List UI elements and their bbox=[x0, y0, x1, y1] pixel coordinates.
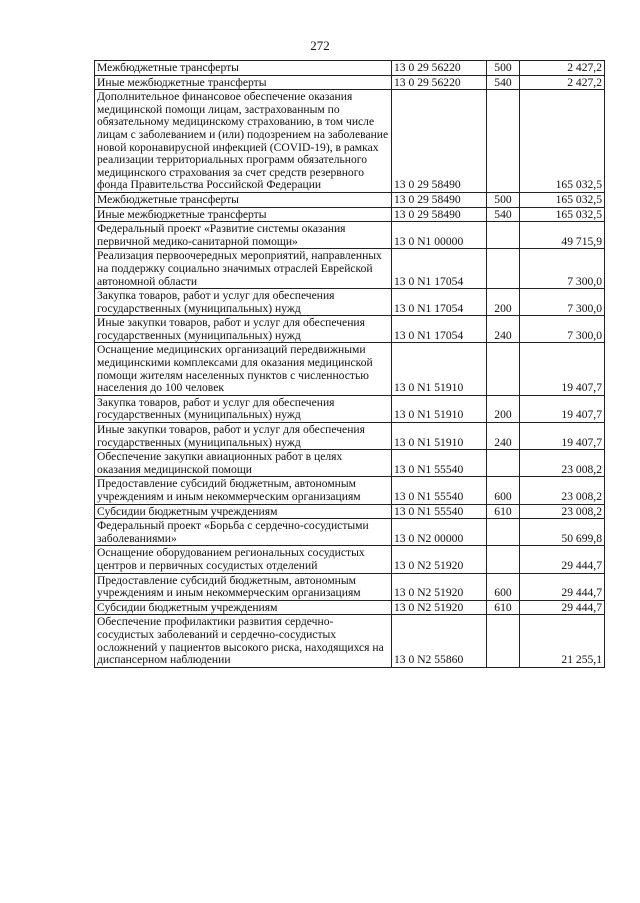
row-kind-cell: 240 bbox=[487, 423, 520, 450]
row-code-cell: 13 0 N1 17054 bbox=[392, 249, 487, 289]
row-kind-cell bbox=[487, 450, 520, 477]
row-amount-cell: 21 255,1 bbox=[520, 615, 605, 667]
row-kind-cell bbox=[487, 546, 520, 573]
row-name-cell: Межбюджетные трансферты bbox=[95, 61, 392, 76]
row-amount-cell: 7 300,0 bbox=[520, 249, 605, 289]
row-code-cell: 13 0 N1 51910 bbox=[392, 343, 487, 395]
row-amount-cell: 23 008,2 bbox=[520, 450, 605, 477]
row-code-cell: 13 0 29 58490 bbox=[392, 207, 487, 222]
row-kind-cell: 540 bbox=[487, 75, 520, 90]
row-code-cell: 13 0 N1 55540 bbox=[392, 504, 487, 519]
row-name-cell: Субсидии бюджетным учреждениям bbox=[95, 504, 392, 519]
row-name-cell: Иные закупки товаров, работ и услуг для обеспечения государственных (муниципальных) нужд bbox=[95, 316, 392, 343]
row-name-cell: Оснащение оборудованием региональных сосудистых центров и первичных сосудистых отделений bbox=[95, 546, 392, 573]
table-row bbox=[95, 222, 605, 249]
row-kind-cell bbox=[487, 519, 520, 546]
row-amount-cell: 29 444,7 bbox=[520, 573, 605, 600]
row-kind-cell: 500 bbox=[487, 192, 520, 207]
row-code-cell: 13 0 N1 51910 bbox=[392, 395, 487, 422]
row-amount-cell: 23 008,2 bbox=[520, 477, 605, 504]
row-code-cell: 13 0 N2 51920 bbox=[392, 546, 487, 573]
table-row bbox=[95, 450, 605, 477]
row-kind-cell bbox=[487, 615, 520, 667]
row-amount-cell: 19 407,7 bbox=[520, 395, 605, 422]
row-name-cell: Предоставление субсидий бюджетным, автономным учреждениям и иным некоммерческим организациям bbox=[95, 573, 392, 600]
row-kind-cell: 600 bbox=[487, 477, 520, 504]
row-name-cell: Федеральный проект «Развитие системы оказания первичной медико-санитарной помощи» bbox=[95, 222, 392, 249]
row-code-cell: 13 0 N1 17054 bbox=[392, 289, 487, 316]
page-number: 272 bbox=[310, 38, 330, 53]
table-row bbox=[95, 573, 605, 600]
row-code-cell: 13 0 N2 51920 bbox=[392, 573, 487, 600]
row-code-cell: 13 0 N2 55860 bbox=[392, 615, 487, 667]
row-kind-cell: 240 bbox=[487, 316, 520, 343]
table-row bbox=[95, 61, 605, 76]
row-amount-cell: 29 444,7 bbox=[520, 546, 605, 573]
row-name-cell: Обеспечение профилактики развития сердечно-сосудистых заболеваний и сердечно-сосудистых осложнений у пациентов высокого риска, находящихся на диспансерном наблюдении bbox=[95, 615, 392, 667]
budget-table bbox=[94, 60, 605, 668]
table-row bbox=[95, 615, 605, 667]
row-kind-cell: 540 bbox=[487, 207, 520, 222]
row-amount-cell: 19 407,7 bbox=[520, 343, 605, 395]
row-code-cell: 13 0 29 56220 bbox=[392, 61, 487, 76]
row-amount-cell: 49 715,9 bbox=[520, 222, 605, 249]
row-amount-cell: 165 032,5 bbox=[520, 207, 605, 222]
row-amount-cell: 23 008,2 bbox=[520, 504, 605, 519]
row-kind-cell bbox=[487, 222, 520, 249]
row-code-cell: 13 0 N1 55540 bbox=[392, 450, 487, 477]
table-row bbox=[95, 600, 605, 615]
row-kind-cell: 600 bbox=[487, 573, 520, 600]
row-code-cell: 13 0 N2 51920 bbox=[392, 600, 487, 615]
row-name-cell: Межбюджетные трансферты bbox=[95, 192, 392, 207]
row-name-cell: Иные закупки товаров, работ и услуг для обеспечения государственных (муниципальных) нужд bbox=[95, 423, 392, 450]
table-row bbox=[95, 249, 605, 289]
row-name-cell: Федеральный проект «Борьба с сердечно-сосудистыми заболеваниями» bbox=[95, 519, 392, 546]
row-amount-cell: 2 427,2 bbox=[520, 61, 605, 76]
row-amount-cell: 7 300,0 bbox=[520, 316, 605, 343]
row-name-cell: Закупка товаров, работ и услуг для обеспечения государственных (муниципальных) нужд bbox=[95, 395, 392, 422]
table-row bbox=[95, 90, 605, 193]
table-row bbox=[95, 546, 605, 573]
row-code-cell: 13 0 29 58490 bbox=[392, 192, 487, 207]
row-code-cell: 13 0 N1 51910 bbox=[392, 423, 487, 450]
row-amount-cell: 29 444,7 bbox=[520, 600, 605, 615]
row-name-cell: Закупка товаров, работ и услуг для обеспечения государственных (муниципальных) нужд bbox=[95, 289, 392, 316]
row-kind-cell: 610 bbox=[487, 600, 520, 615]
row-kind-cell bbox=[487, 343, 520, 395]
row-amount-cell: 165 032,5 bbox=[520, 90, 605, 193]
table-row bbox=[95, 207, 605, 222]
row-name-cell: Дополнительное финансовое обеспечение оказания медицинской помощи лицам, застрахованным по обязательному медицинскому страхованию, в том числе лицам с заболеванием и (или) подозрением на заболевание новой коронавирусной инфекцией (COVID-19), в рамках реализации территориальных программ обязательного медицинского страхования за счет средств резервного фонда Правительства Российской Федерации bbox=[95, 90, 392, 193]
row-code-cell: 13 0 29 58490 bbox=[392, 90, 487, 193]
table-row bbox=[95, 423, 605, 450]
table-row bbox=[95, 343, 605, 395]
table-row bbox=[95, 395, 605, 422]
row-code-cell: 13 0 N1 17054 bbox=[392, 316, 487, 343]
table-row bbox=[95, 316, 605, 343]
row-code-cell: 13 0 N2 00000 bbox=[392, 519, 487, 546]
row-name-cell: Предоставление субсидий бюджетным, автономным учреждениям и иным некоммерческим организациям bbox=[95, 477, 392, 504]
row-name-cell: Иные межбюджетные трансферты bbox=[95, 207, 392, 222]
table-row bbox=[95, 504, 605, 519]
row-kind-cell: 200 bbox=[487, 395, 520, 422]
row-amount-cell: 19 407,7 bbox=[520, 423, 605, 450]
row-code-cell: 13 0 N1 55540 bbox=[392, 477, 487, 504]
table-row bbox=[95, 289, 605, 316]
row-amount-cell: 7 300,0 bbox=[520, 289, 605, 316]
table-row bbox=[95, 519, 605, 546]
row-name-cell: Обеспечение закупки авиационных работ в целях оказания медицинской помощи bbox=[95, 450, 392, 477]
budget-table-body bbox=[95, 61, 605, 668]
row-code-cell: 13 0 N1 00000 bbox=[392, 222, 487, 249]
row-code-cell: 13 0 29 56220 bbox=[392, 75, 487, 90]
row-kind-cell: 200 bbox=[487, 289, 520, 316]
row-kind-cell bbox=[487, 90, 520, 193]
row-name-cell: Иные межбюджетные трансферты bbox=[95, 75, 392, 90]
row-kind-cell: 500 bbox=[487, 61, 520, 76]
row-kind-cell bbox=[487, 249, 520, 289]
row-kind-cell: 610 bbox=[487, 504, 520, 519]
table-row bbox=[95, 192, 605, 207]
table-row bbox=[95, 477, 605, 504]
row-amount-cell: 165 032,5 bbox=[520, 192, 605, 207]
table-row bbox=[95, 75, 605, 90]
row-name-cell: Оснащение медицинских организаций передвижными медицинскими комплексами для оказания медицинской помощи жителям населенных пунктов с численностью населения до 100 человек bbox=[95, 343, 392, 395]
row-amount-cell: 2 427,2 bbox=[520, 75, 605, 90]
row-name-cell: Реализация первоочередных мероприятий, направленных на поддержку социально значимых отраслей Еврейской автономной области bbox=[95, 249, 392, 289]
row-amount-cell: 50 699,8 bbox=[520, 519, 605, 546]
row-name-cell: Субсидии бюджетным учреждениям bbox=[95, 600, 392, 615]
